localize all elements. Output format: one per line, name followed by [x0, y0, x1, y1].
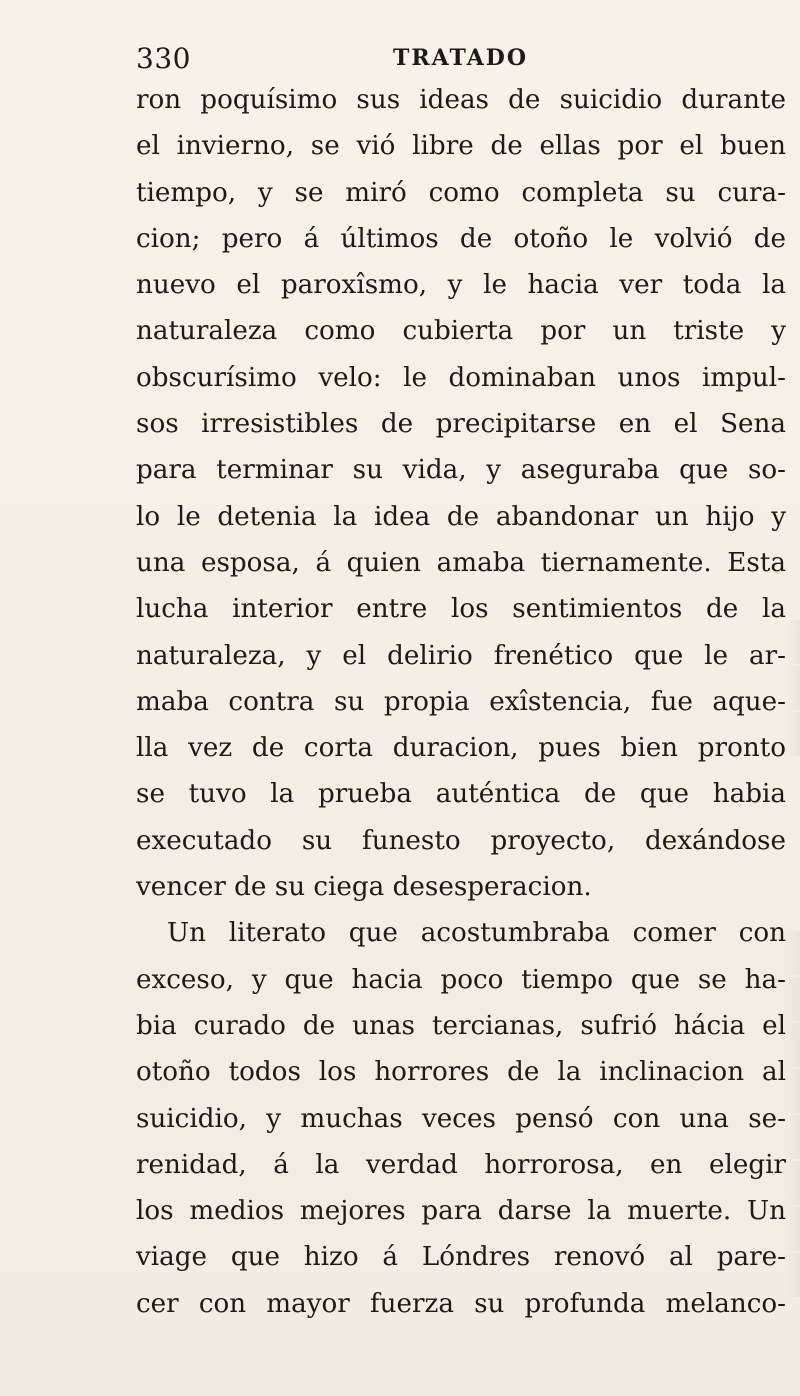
text-line: lucha interior entre los sentimientos de la	[136, 594, 786, 625]
text-line: maba contra su propia exîstencia, fue aque-	[136, 686, 786, 717]
page-edge-shadow	[786, 1115, 800, 1159]
text-line: renidad, á la verdad horrorosa, en elegir	[136, 1149, 786, 1180]
text-line: Un literato que acostumbraba comer con	[167, 918, 786, 949]
text-line: naturaleza como cubierta por un triste y	[136, 316, 786, 347]
text-line: cion; pero á últimos de otoño le volvió de	[136, 223, 786, 254]
text-line: sos irresistibles de precipitarse en el Sena	[136, 409, 786, 440]
text-line: suicidio, y muchas veces pensó con una se-	[136, 1103, 786, 1134]
page-edge-shadow	[786, 1207, 800, 1251]
text-line: una esposa, á quien amaba tiernamente. Esta	[136, 547, 786, 578]
page-edge-shadow	[786, 666, 800, 710]
page-edge-shadow	[786, 1023, 800, 1067]
text-line: los medios mejores para darse la muerte. Un	[136, 1196, 786, 1227]
text-line: bia curado de unas tercianas, sufrió hácia el	[136, 1010, 786, 1041]
text-line: naturaleza, y el delirio frenético que le ar-	[136, 640, 786, 671]
page-edge-shadow	[786, 1253, 800, 1297]
running-head: TRATADO	[393, 45, 528, 71]
text-line: exceso, y que hacia poco tiempo que se ha-	[136, 964, 786, 995]
text-line: cer con mayor fuerza su profunda melanco-	[136, 1288, 786, 1319]
body-text	[136, 77, 786, 1327]
page-number: 330	[136, 42, 191, 75]
page-edge-shadow	[786, 712, 800, 756]
text-line: nuevo el paroxîsmo, y le hacia ver toda la	[136, 270, 786, 301]
text-line: el invierno, se vió libre de ellas por el buen	[136, 131, 786, 162]
page-header	[136, 42, 656, 80]
page-edge-shadow	[786, 931, 800, 975]
text-line: executado su funesto proyecto, dexándose	[136, 825, 786, 856]
text-line: lo le detenia la idea de abandonar un hijo y	[136, 501, 786, 532]
text-line: para terminar su vida, y aseguraba que so-	[136, 455, 786, 486]
text-line: viage que hizo á Lóndres renovó al pare-	[136, 1242, 786, 1273]
text-line: vencer de su ciega desesperacion.	[136, 872, 592, 903]
page-edge-shadow	[786, 620, 800, 664]
text-line: se tuvo la prueba auténtica de que habia	[136, 779, 786, 810]
text-line: obscurísimo velo: le dominaban unos impul-	[136, 362, 786, 393]
page-edge-shadow	[786, 977, 800, 1021]
text-line: ron poquísimo sus ideas de suicidio durante	[136, 85, 786, 115]
page-edge-shadow	[786, 1069, 800, 1113]
text-line: lla vez de corta duracion, pues bien pronto	[136, 733, 786, 764]
page-edge-shadow	[786, 1161, 800, 1205]
text-line: tiempo, y se miró como completa su cura-	[136, 177, 786, 208]
text-line: otoño todos los horrores de la inclinacion al	[136, 1057, 786, 1088]
